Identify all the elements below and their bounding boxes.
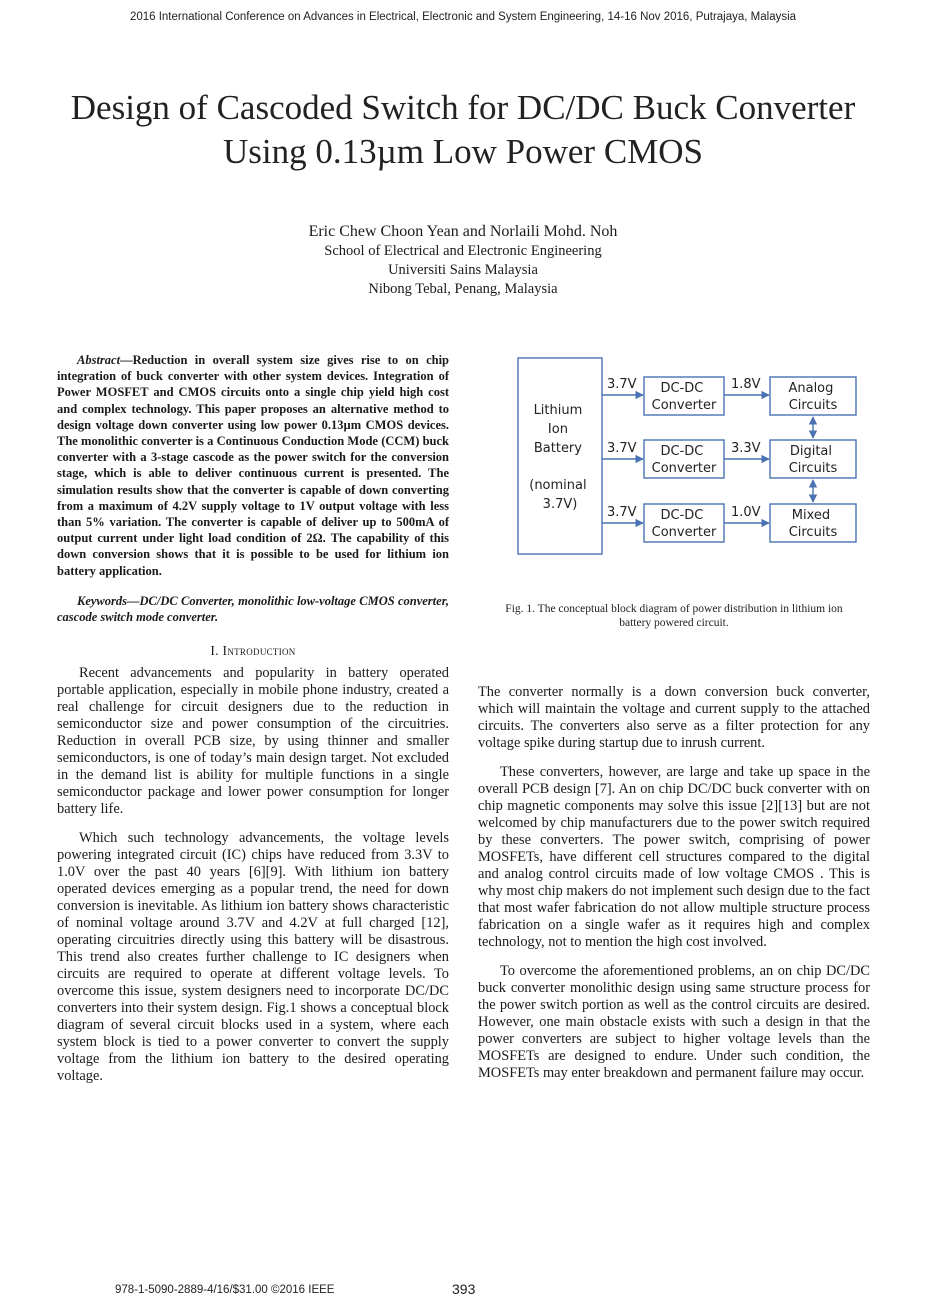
body-paragraph: These converters, however, are large and take up space in the overall PCB design [7]. An on chip DC/DC buck converter with on chip magnetic components may solve this issue [2][13] but are not welcomed by chip manufacturers due to the power switch required by these converters. The power switch, comprising of power MOSFETs, have different cell structures compared to the digital and analog control circuits made of low voltage CMOS . This is why most chip makers do not implement such design due to the fact that most wafer fabrication do not allow multiple structure process fabrication on a single wafer as it requires high and complex technology, not to mention the high cost involved.: [478, 764, 870, 950]
battery-line: Lithium: [533, 403, 583, 418]
author-block: [160, 222, 766, 299]
battery-line: 3.7V): [542, 497, 578, 512]
footer-isbn: 978-1-5090-2889-4/16/$31.00 ©2016 IEEE: [115, 1284, 335, 1296]
converter-line: DC-DC: [660, 381, 704, 396]
section-heading-introduction: I. Introduction: [210, 643, 296, 659]
load-line: Mixed: [791, 508, 831, 523]
load-line: Analog: [788, 381, 834, 396]
conference-header: 2016 International Conference on Advances in Electrical, Electronic and System Engineering, 14-16 Nov 2016, Putrajaya, Malaysia: [129, 11, 797, 23]
right-body: [478, 684, 870, 1082]
converter-label: [652, 508, 717, 540]
page-number: 393: [452, 1281, 476, 1297]
abstract-lead: Abstract: [77, 353, 121, 367]
converter-line: Converter: [651, 398, 717, 413]
abstract: [57, 352, 449, 579]
left-column: [57, 352, 449, 1097]
body-paragraph: The converter normally is a down conversion buck converter, which will maintain the voltage and current supply to the attached circuits. The converters also serve as a filter protection for any voltage spike during startup due to inrush current.: [478, 684, 870, 751]
converter-label: [652, 381, 717, 413]
battery-label: [529, 403, 591, 512]
figure-caption: Fig. 1. The conceptual block diagram of power distribution in lithium ion battery powered circuit.: [505, 603, 843, 629]
load-line: Circuits: [788, 461, 838, 476]
converter-label: [652, 444, 717, 476]
converter-line: DC-DC: [660, 508, 704, 523]
output-voltage-label: 1.8V: [731, 377, 761, 392]
affiliation-line: School of Electrical and Electronic Engineering: [324, 243, 602, 259]
load-label: [788, 381, 837, 413]
load-label: [789, 508, 838, 540]
battery-line: Ion: [547, 422, 568, 437]
paper-title: Design of Cascoded Switch for DC/DC Buck Converter Using 0.13µm Low Power CMOS: [70, 88, 856, 171]
right-column: [478, 352, 870, 1094]
input-voltage-label: 3.7V: [607, 377, 637, 392]
converter-line: Converter: [651, 461, 717, 476]
power-distribution-diagram: [510, 352, 870, 562]
output-voltage-label: 3.3V: [731, 441, 761, 456]
body-paragraph: To overcome the aforementioned problems, an on chip DC/DC buck converter monolithic design using same structure process for the power switch portion as well as the control circuits are desired. However, one main obstacle exists with such a design in that the power converters are subject to higher voltage levels than the MOSFETs are designed to endure. Under such condition, the MOSFETs may enter breakdown and permanent failure may occur.: [478, 963, 870, 1081]
load-line: Circuits: [788, 398, 838, 413]
affiliation-line: Nibong Tebal, Penang, Malaysia: [368, 281, 558, 297]
input-voltage-label: 3.7V: [607, 505, 637, 520]
output-voltage-label: 1.0V: [731, 505, 761, 520]
battery-line: (nominal: [529, 478, 587, 493]
battery-block: [518, 358, 602, 554]
intro-paragraph: Recent advancements and popularity in battery operated portable application, especially in mobile phone industry, created a real challenge for circuit designers due to the reduction in semiconductor size and power consumption of the circuitries. Reduction in overall PCB size, by using thinner and smaller semiconductors, is one of today’s main design target. Not excluded in the demand list is ability for multiple functions in a single semiconductor package and lower power consumption for longer battery life.: [57, 665, 449, 818]
load-line: Digital: [789, 444, 833, 459]
affiliation-line: Universiti Sains Malaysia: [388, 262, 538, 278]
battery-line: Battery: [533, 441, 582, 456]
abstract-text: —Reduction in overall system size gives rise to on chip integration of buck converter with other system devices. Integration of Power MOSFET and CMOS circuits onto a single chip yield high cost and complex technology. This paper proposes an alternative method to design voltage down converter using low power 0.13µm CMOS devices. The monolithic converter is a Continuous Conduction Mode (CCM) buck converter with a 3-stage cascode as the power switch for the conversion stage, which is able to deliver continuous current is presented. The simulation results show that the converter is capable of down converting from a maximum of 4.2V supply voltage to 1V output voltage with less than 5% variation. The converter is capable of deliver up to 500mA of output current under light load condition of 2Ω. The capability of this down conversion shows that it is possible to be used for lithium ion battery application.: [57, 353, 449, 578]
author-names: Eric Chew Choon Yean and Norlaili Mohd. Noh: [308, 223, 618, 240]
converter-line: DC-DC: [660, 444, 704, 459]
figure-1: [478, 352, 870, 602]
load-line: Circuits: [788, 525, 838, 540]
intro-paragraph: Which such technology advancements, the voltage levels powering integrated circuit (IC) chips have reduced from 3.3V to 1.0V over the past 40 years [6][9]. With lithium ion battery operated devices emerging as a popular trend, the need for down conversion is inevitable. As lithium ion battery shows characteristic of nominal voltage around 3.7V and 4.2V at full charged [12], operating circuitries directly using this battery will be disastrous. This trend also creates further challenge to IC designers when circuits are required to operate at different voltage levels. To overcome this issue, system designers need to incorporate DC/DC converters into their system design. Fig.1 shows a conceptual block diagram of several circuit blocks used in a system, where each system block is tied to a power converter to convert the supply voltage from the lithium ion battery to the desired operating voltage.: [57, 830, 449, 1085]
load-label: [789, 444, 838, 476]
input-voltage-label: 3.7V: [607, 441, 637, 456]
converter-line: Converter: [651, 525, 717, 540]
keywords: Keywords—DC/DC Converter, monolithic low-voltage CMOS converter, cascode switch mode converter.: [57, 593, 449, 625]
